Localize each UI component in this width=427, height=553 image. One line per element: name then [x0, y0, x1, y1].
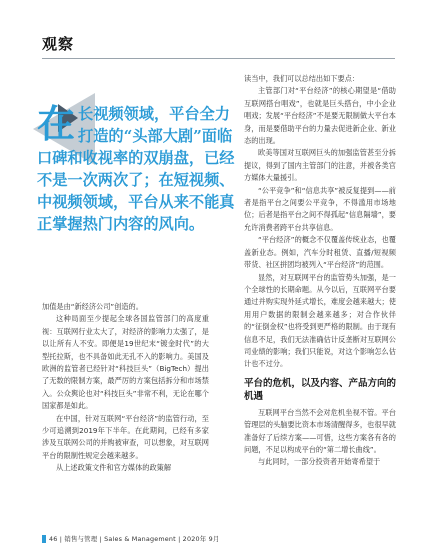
left-paragraph: 在中国，针对互联网“平台经济”的监管行动，至少可追溯到2019年下半年。在此期间，已经有多家涉及互联网公司的并购被审查，可以想象，对互联网平台的限制性规定会越来越多。 [42, 413, 209, 460]
pull-quote-dropcap: 在 [37, 101, 76, 146]
right-paragraph: 与此同时，一部分投资者开始寄希望于 [258, 457, 381, 467]
right-column [244, 73, 396, 469]
right-paragraph: 欧美等国对互联网巨头的加强监管甚至分拆提议，得到了国内主管部门的注意，并被各类官方媒体大量援引。 [244, 148, 396, 183]
subheading: 平台的危机，以及内容、产品方向的机遇 [244, 377, 397, 402]
right-paragraph: 主管部门对“平台经济”的核心期望是“借助互联网搭台唱戏”，也就是巨头搭台，中小企业唱戏；发展“平台经济”不是要无限制做大平台本身，而是要借助平台的力量去促进新企业、新业态的出现。 [244, 86, 396, 146]
left-paragraph: 加值是由“新经济公司”创造的。 [42, 302, 143, 311]
footer-accent-bar [42, 535, 46, 543]
section-rule [42, 58, 395, 59]
right-paragraph: “平台经济”的概念不仅覆盖传统业态，也覆盖新业态。例如，汽车分时租赁、直播/短视频带货、社区拼团均被列入“平台经济”的范围。 [244, 235, 396, 270]
pull-quote-text: 长视频领域，平台全力打造的“头部大剧”面临口碑和收视率的双崩盘，已经不是一次两次了；在短视频、中视频领域，平台从来不能真正掌握热门内容的风向。 [37, 105, 235, 233]
right-paragraph: 显然，对互联网平台的监管势头加强，是一个全球性的长期命题。从今以后，互联网平台要通过并购实现外延式增长，难度会越来越大；使用用户数据的限制会越来越多；对合作伙伴的“征倒金权”也将受到更严格的限制。由于现有信息不足，我们无法准确估计反垄断对互联网公司业绩的影响；我们只能说，对这个影响怎么估计也不过分。 [244, 272, 396, 369]
pull-quote [37, 103, 244, 235]
right-paragraph: “公平竞争”和“信息共享”被反复提到——前者是指平台之间要公平竞争，不得滥用市场地位；后者是指平台之间不得孤起“信息隔墙”，要允许消费者跨平台共享信息。 [244, 185, 396, 232]
section-title: 观察 [42, 35, 75, 53]
right-paragraph: 读当中，我们可以总结出如下要点： [244, 74, 360, 83]
right-paragraph: 互联网平台当然不会对危机坐视不管。平台管理层的头脑要比资本市场清醒得多，也很早就准备好了后续方案——可惜，这些方案各有各的问题，不足以构成平台的“第二增长曲线”。 [244, 407, 396, 454]
left-paragraph: 这种局面至少提起全球各国监管部门的高度重视：互联网行业太大了，对经济的影响力太强了，是以让所有人不安。即便是19世纪末“镀金时代”的大型托拉斯，也不具备如此无孔不入的影响力。美国及欧洲的监管者已经针对“科技巨头”（BigTech）提出了无数的限制方案，最严厉的方案包括拆分和市场禁入。公众舆论也对“科技巨头”非常不利，无论在哪个国家都是如此。 [42, 314, 209, 411]
left-paragraph: 从上述政策文件和官方媒体的政策解 [56, 463, 172, 473]
left-column [42, 301, 209, 475]
page-footer: 46 | 销售与管理 | Sales & Management | 2020年 9月 [49, 535, 220, 543]
